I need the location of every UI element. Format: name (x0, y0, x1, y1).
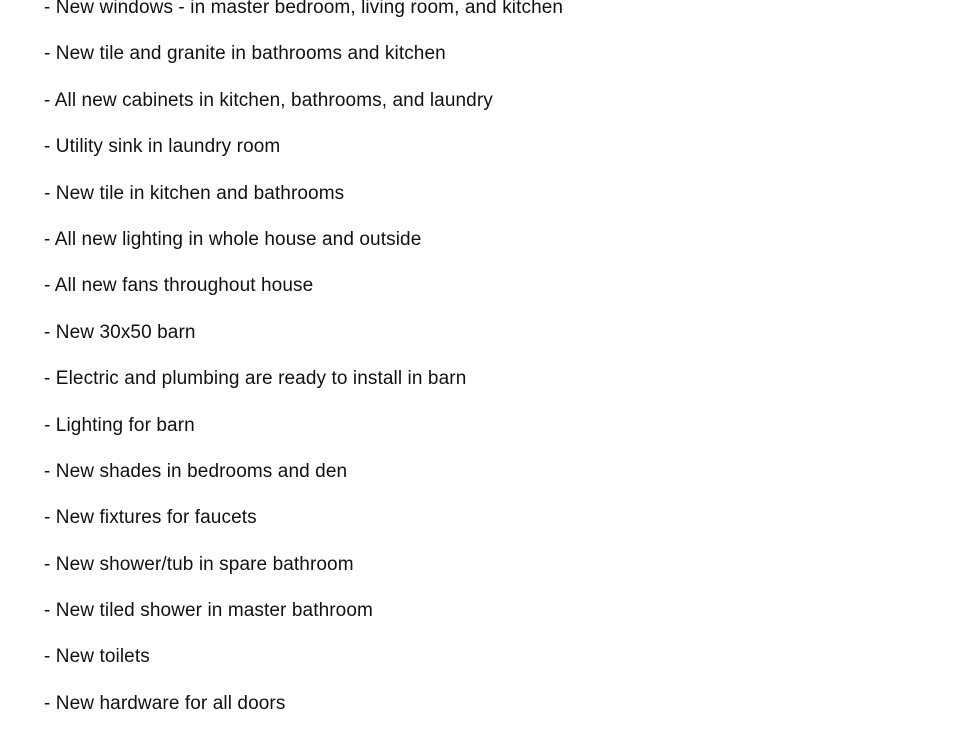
list-item: - Utility sink in laundry room (44, 136, 281, 158)
list-item: - New tile and granite in bathrooms and kitchen (44, 43, 446, 65)
list-item: - Electric and plumbing are ready to install in barn (44, 368, 467, 390)
list-item: - All new lighting in whole house and outside (44, 228, 422, 250)
list-item: - New windows - in master bedroom, living room, and kitchen (44, 0, 564, 18)
list-item: - All new fans throughout house (44, 275, 314, 297)
list-item: - New tile in kitchen and bathrooms (44, 182, 345, 204)
list-item: - New shower/tub in spare bathroom (44, 553, 354, 575)
list-item: - New tiled shower in master bathroom (44, 600, 373, 622)
list-item: - Lighting for barn (44, 414, 195, 436)
list-item: - New hardware for all doors (44, 692, 286, 714)
list-item: - New toilets (44, 646, 150, 668)
list-item: - New fixtures for faucets (44, 507, 257, 529)
improvements-list (44, 0, 563, 730)
list-item: - All new cabinets in kitchen, bathrooms, and laundry (44, 89, 493, 111)
list-item: - New shades in bedrooms and den (44, 460, 348, 482)
list-item: - New 30x50 barn (44, 321, 196, 343)
